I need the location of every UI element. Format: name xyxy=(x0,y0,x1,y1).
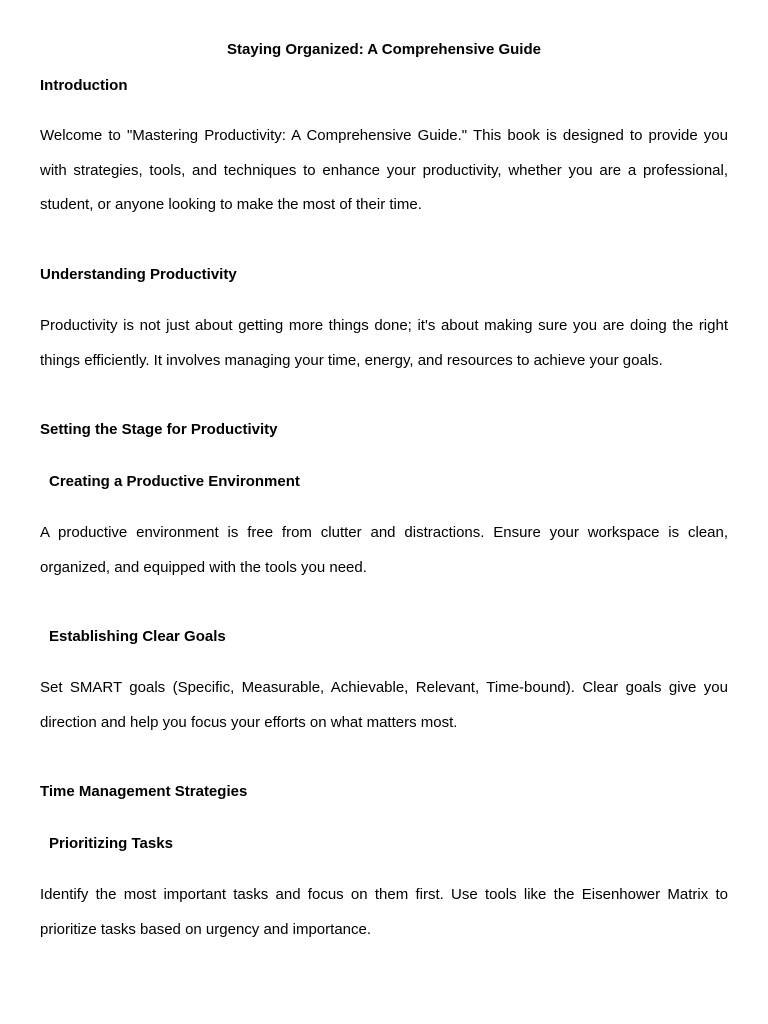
section-heading-introduction: Introduction xyxy=(40,77,128,94)
section-heading-understanding-productivity: Understanding Productivity xyxy=(40,266,237,283)
subsection-heading-clear-goals: Establishing Clear Goals xyxy=(49,628,226,645)
document-title: Staying Organized: A Comprehensive Guide xyxy=(227,41,541,58)
paragraph-clear-goals: Set SMART goals (Specific, Measurable, Achievable, Relevant, Time-bound). Clear goals give you direction and help you focus your efforts on what matters most. xyxy=(40,679,728,731)
document-page xyxy=(40,0,728,1024)
paragraph-prioritizing-tasks: Identify the most important tasks and focus on them first. Use tools like the Eisenhower Matrix to prioritize tasks based on urgency and importance. xyxy=(40,886,728,938)
subsection-heading-prioritizing-tasks: Prioritizing Tasks xyxy=(49,835,173,852)
paragraph-introduction: Welcome to "Mastering Productivity: A Comprehensive Guide." This book is designed to provide you with strategies, tools, and techniques to enhance your productivity, whether you are a professional, student, or anyone looking to make the most of their time. xyxy=(40,127,728,213)
paragraph-productive-environment: A productive environment is free from clutter and distractions. Ensure your workspace is clean, organized, and equipped with the tools you need. xyxy=(40,524,728,576)
section-heading-setting-the-stage: Setting the Stage for Productivity xyxy=(40,421,278,438)
subsection-heading-productive-environment: Creating a Productive Environment xyxy=(49,473,300,490)
section-heading-time-management: Time Management Strategies xyxy=(40,783,248,800)
paragraph-understanding-productivity: Productivity is not just about getting more things done; it's about making sure you are doing the right things efficiently. It involves managing your time, energy, and resources to achieve your goals. xyxy=(40,317,728,369)
